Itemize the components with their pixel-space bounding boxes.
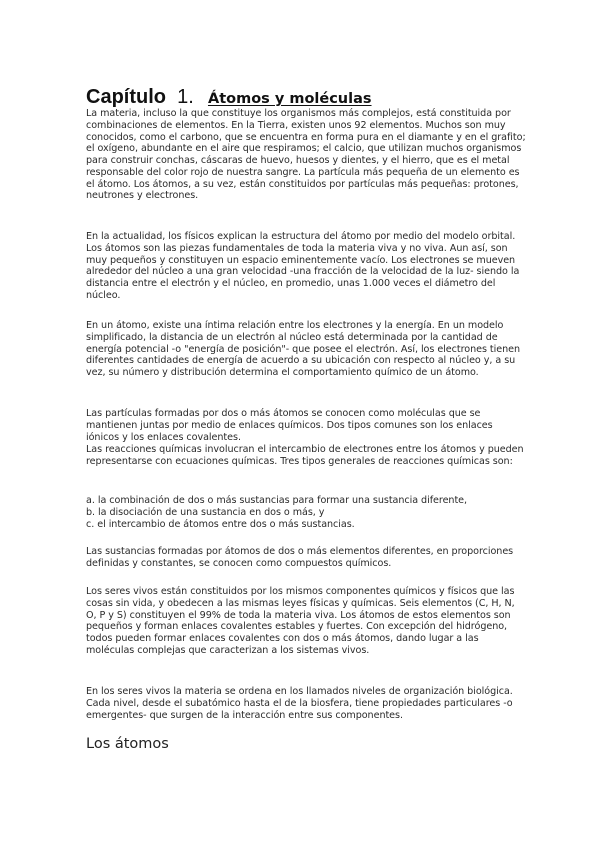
chapter-topic: Átomos y moléculas [207,91,372,107]
chapter-label: Capítulo [86,86,166,108]
reaction-types-list [86,495,526,530]
list-item: c. el intercambio de átomos entre dos o más sustancias. [86,518,355,530]
paragraph-organization-levels: En los seres vivos la materia se ordena en los llamados niveles de organización biológica. Cada nivel, desde el subatómico hasta el de la biosfera, tiene propiedades particulares -o emergentes- que surgen de la interacción entre sus componentes. [86,686,513,721]
paragraph-chemical-reactions: Las reacciones químicas involucran el intercambio de electrones entre los átomos y pueden representarse con ecuaciones químicas. Tres tipos generales de reacciones químicas son: [86,444,524,467]
chapter-number: 1. [177,86,194,108]
paragraph-compounds: Las sustancias formadas por átomos de dos o más elementos diferentes, en proporciones definidas y constantes, se conocen como compuestos químicos. [86,546,514,569]
section-heading: Los átomos [86,736,169,752]
chapter-title [86,73,372,111]
paragraph-living-beings: Los seres vivos están constituidos por los mismos componentes químicos y físicos que las cosas sin vida, y obedecen a las mismas leyes físicas y químicas. Seis elementos (C, H, N, O, P y S) constituyen el 99% de toda la materia viva. Los átomos de estos elementos son pequeños y forman enlaces covalentes estables y fuertes. Con excepción del hidrógeno, todos pueden formar enlaces covalentes con dos o más átomos, dando lugar a las moléculas complejas que caracterizan a los sistemas vivos. [86,586,515,656]
list-item: b. la disociación de una sustancia en dos o más, y [86,506,325,518]
paragraph-atomic-structure: En la actualidad, los físicos explican la estructura del átomo por medio del modelo orbital. Los átomos son las piezas fundamentales de toda la materia viva y no viva. Aun así, son muy pequeños y constituyen un espacio eminentemente vacío. Los electrones se mueven alrededor del núcleo a una gran velocidad -una fracción de la velocidad de la luz- siendo la distancia entre el electrón y el núcleo, en promedio, unas 1.000 veces el diámetro del núcleo. [86,231,520,301]
paragraph-matter: La materia, incluso la que constituye los organismos más complejos, está constituida por combinaciones de elementos. En la Tierra, existen unos 92 elementos. Muchos son muy conocidos, como el carbono, que se encuentra en forma pura en el diamante y en el grafito; el oxígeno, abundante en el aire que respiramos; el calcio, que utilizan muchos organismos para construir conchas, cáscaras de huevo, huesos y dientes, y el hierro, que es el metal responsable del color rojo de nuestra sangre. La partícula más pequeña de un elemento es el átomo. Los átomos, a su vez, están constituidos por partículas más pequeñas: protones, neutrones y electrones. [86,108,526,202]
paragraph-electrons-energy: En un átomo, existe una íntima relación entre los electrones y la energía. En un modelo simplificado, la distancia de un electrón al núcleo está determinada por la cantidad de energía potencial -o "energía de posición"- que posee el electrón. Así, los electrones tienen diferentes cantidades de energía de acuerdo a su ubicación con respecto al núcleo y, a su vez, su número y distribución determina el comportamiento químico de un átomo. [86,320,521,378]
list-item: a. la combinación de dos o más sustancias para formar una sustancia diferente, [86,495,468,506]
paragraph-molecules: Las partículas formadas por dos o más átomos se conocen como moléculas que se mantienen juntas por medio de enlaces químicos. Dos tipos comunes son los enlaces iónicos y los enlaces covalentes. [86,408,493,443]
